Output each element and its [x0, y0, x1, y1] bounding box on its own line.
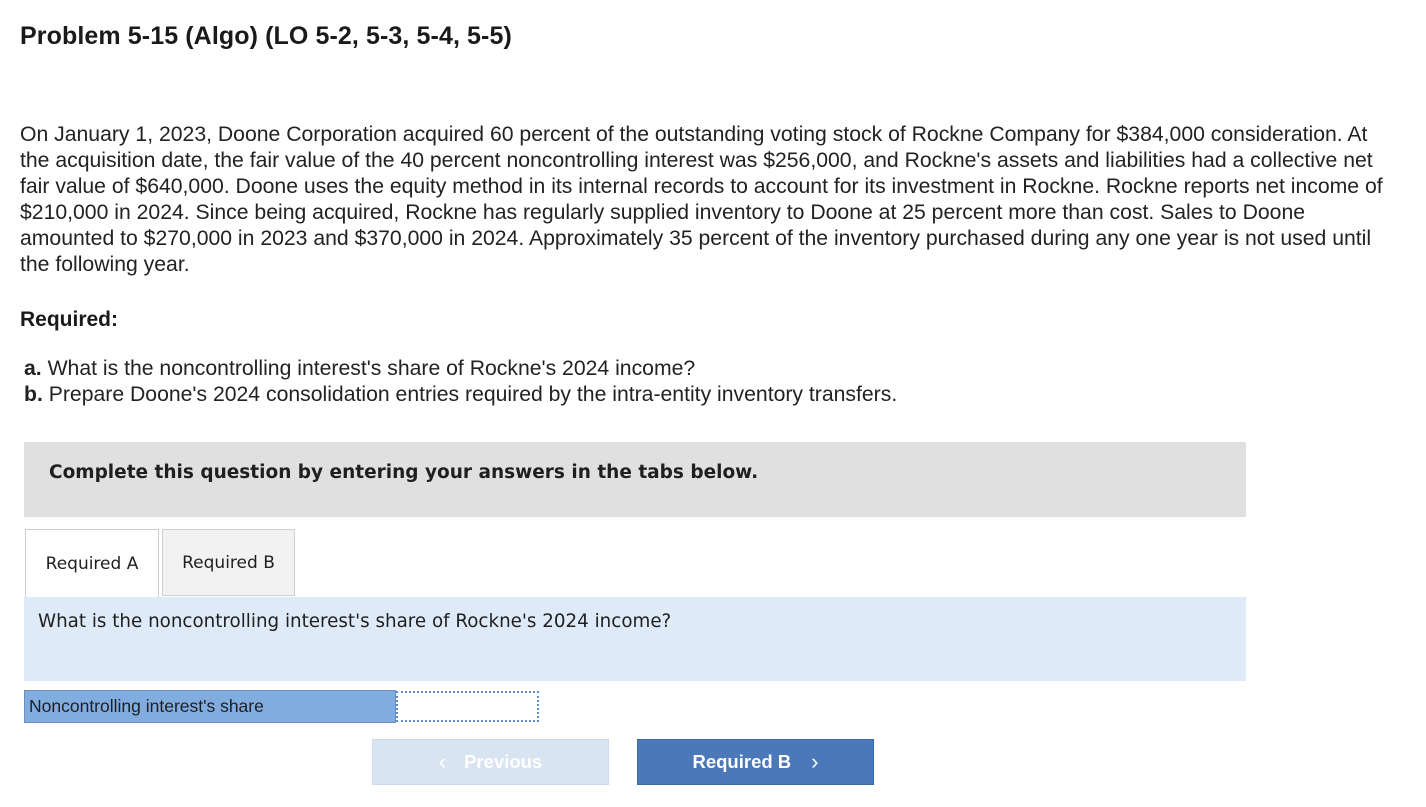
required-item-letter: b. — [24, 383, 43, 406]
question-panel — [24, 597, 1246, 681]
tab-required-b[interactable] — [162, 529, 295, 596]
previous-button[interactable] — [372, 739, 609, 785]
required-heading: Required: — [20, 308, 119, 331]
chevron-left-icon: ‹ — [438, 749, 447, 774]
instruction-text: Complete this question by entering your answers in the tabs below. — [49, 462, 759, 483]
required-item-letter: a. — [24, 357, 42, 380]
noncontrolling-share-input[interactable] — [396, 691, 539, 722]
chevron-right-icon: › — [811, 749, 819, 774]
question-text: What is the noncontrolling interest's share of Rockne's 2024 income? — [38, 611, 672, 632]
tab-required-a[interactable] — [25, 529, 159, 597]
previous-label: Previous — [464, 751, 543, 772]
page-title: Problem 5-15 (Algo) (LO 5-2, 5-3, 5-4, 5-5) — [20, 22, 512, 50]
required-item-a — [24, 356, 897, 382]
instruction-banner — [24, 442, 1246, 517]
required-item-text: What is the noncontrolling interest's share of Rockne's 2024 income? — [47, 357, 696, 380]
next-label: Required B — [692, 751, 792, 772]
tab-label: Required A — [45, 553, 139, 574]
tab-label: Required B — [182, 552, 275, 573]
required-item-text: Prepare Doone's 2024 consolidation entries required by the intra-entity inventory transfers. — [48, 383, 898, 406]
problem-statement: On January 1, 2023, Doone Corporation acquired 60 percent of the outstanding voting stock of Rockne Company for $384,000 consideration. At the acquisition date, the fair value of the 40 percent noncontrolling interest was $256,000, and Rockne's assets and liabilities had a collective net fair value of $640,000. Doone uses the equity method in its internal records to account for its investment in Rockne. Rockne reports net income of $210,000 in 2024. Since being acquired, Rockne has regularly supplied inventory to Doone at 25 percent more than cost. Sales to Doone amounted to $270,000 in 2023 and $370,000 in 2024. Approximately 35 percent of the inventory purchased during any one year is not used until the following year. — [20, 123, 1383, 276]
required-b-next-button[interactable] — [637, 739, 874, 785]
required-item-b — [24, 382, 897, 408]
required-list — [24, 356, 897, 408]
answer-label: Noncontrolling interest's share — [24, 690, 396, 723]
